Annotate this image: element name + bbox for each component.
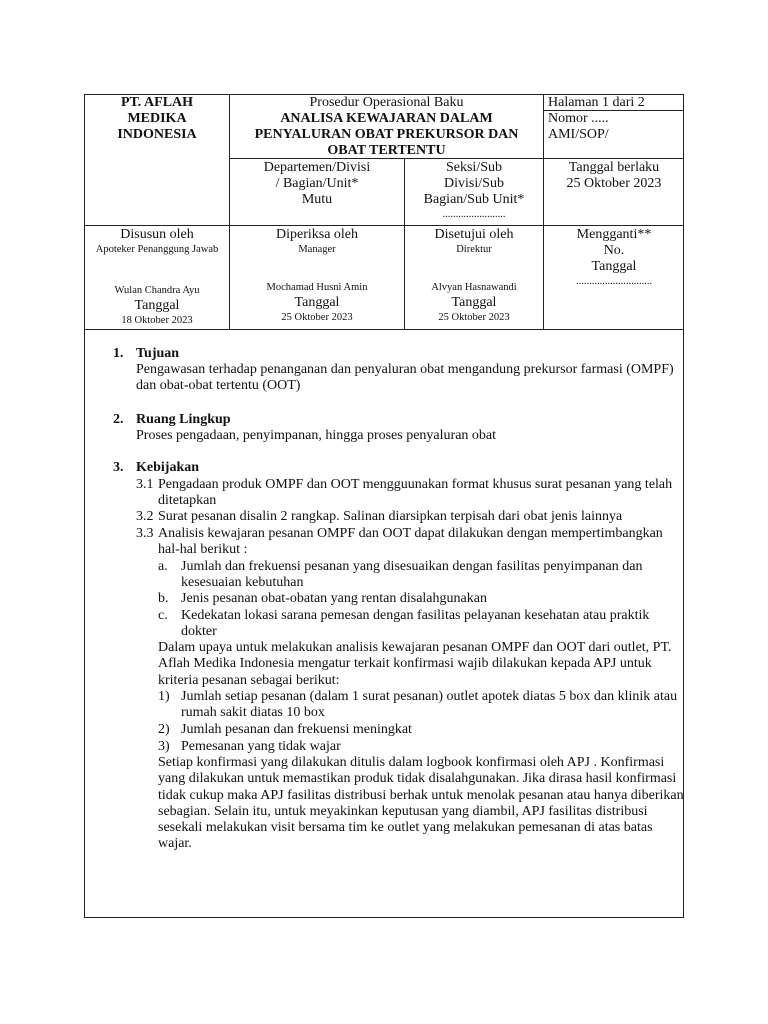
company-name bbox=[85, 95, 229, 143]
item-number: 3.2 bbox=[136, 509, 154, 524]
prepared-label: Disusun oleh bbox=[120, 227, 194, 242]
checked-role: Manager bbox=[298, 244, 336, 255]
text-line: hal-hal berikut : bbox=[158, 542, 248, 558]
criteria-number: 3) bbox=[158, 739, 170, 754]
text-line: tidak cukup maka APJ fasilitas distribusi berhak untuk menolak pesanan atau hanya diberikan bbox=[158, 787, 684, 803]
section-number: 1. bbox=[113, 346, 124, 361]
prepared-date-label: Tanggal bbox=[134, 298, 180, 313]
effective-label: Tanggal berlaku bbox=[568, 160, 660, 175]
text-line: ditetapkan bbox=[158, 493, 217, 509]
text-line: sesekali melakukan visit bersama tim ke outlet yang melakukan pemesanan di atas batas bbox=[158, 820, 653, 836]
sop-title-line: ANALISA KEWAJARAN DALAM bbox=[280, 111, 493, 126]
document-number bbox=[548, 111, 682, 143]
company-line: PT. AFLAH bbox=[120, 95, 194, 110]
text-line: Analisis kewajaran pesanan OMPF dan OOT dapat dilakukan dengan mempertimbangkan bbox=[158, 526, 663, 541]
section-title: Kebijakan bbox=[136, 460, 200, 475]
text-line: Jumlah setiap pesanan (dalam 1 surat pesanan) outlet apotek diatas 5 box dan klinik atau bbox=[181, 689, 678, 704]
section-number: 3. bbox=[113, 460, 124, 475]
replaces-label: Mengganti** bbox=[576, 227, 652, 242]
criteria-text bbox=[181, 689, 677, 722]
paragraph bbox=[158, 640, 671, 689]
text-line: Pengadaan produk OMPF dan OOT mengguunakan format khusus surat pesanan yang telah bbox=[158, 477, 673, 492]
section-text: Proses pengadaan, penyimpanan, hingga proses penyaluran obat bbox=[136, 428, 497, 443]
text-line: Dalam upaya untuk melakukan analisis kewajaran pesanan OMPF dan OOT dari outlet, PT. bbox=[158, 640, 672, 655]
subitem-letter: b. bbox=[158, 591, 169, 606]
section-number: 2. bbox=[113, 412, 124, 427]
section-text bbox=[136, 362, 674, 395]
text-line: Aflah Medika Indonesia mengatur terkait konfirmasi wajib dilakukan kepada APJ untuk bbox=[158, 656, 652, 672]
item-text: Surat pesanan disalin 2 rangkap. Salinan diarsipkan terpisah dari obat jenis lainnya bbox=[158, 509, 623, 524]
effective-date: 25 Oktober 2023 bbox=[566, 176, 662, 191]
prepared-role: Apoteker Penanggung Jawab bbox=[95, 244, 219, 255]
department-line: Mutu bbox=[301, 192, 333, 207]
text-line: dokter bbox=[181, 624, 217, 640]
department-cell bbox=[230, 160, 404, 208]
paragraph bbox=[158, 755, 684, 853]
section-line: Seksi/Sub bbox=[445, 160, 502, 175]
company-line: MEDIKA bbox=[127, 111, 187, 126]
text-line: dan obat-obat tertentu (OOT) bbox=[136, 378, 301, 394]
sop-title-line: PENYALURAN OBAT PREKURSOR DAN bbox=[254, 127, 519, 142]
text-line: kriteria pesanan sebagai berikut: bbox=[158, 672, 340, 688]
approved-signoff bbox=[405, 281, 543, 325]
criteria-number: 2) bbox=[158, 722, 170, 737]
prepared-date: 18 Oktober 2023 bbox=[121, 315, 193, 326]
subitem-text bbox=[181, 559, 642, 592]
prepared-by-cell bbox=[85, 227, 229, 257]
subitem-text: Jenis pesanan obat-obatan yang rentan disalahgunakan bbox=[181, 591, 487, 606]
checked-name: Mochamad Husni Amin bbox=[266, 282, 368, 293]
section-cell bbox=[405, 160, 543, 222]
replaces-dots: ............................. bbox=[575, 276, 653, 287]
text-line: Setiap konfirmasi yang dilakukan ditulis dalam logbook konfirmasi oleh APJ . Konfirmasi bbox=[158, 755, 665, 770]
text-line: Jumlah dan frekuensi pesanan yang disesuaikan dengan fasilitas penyimpanan dan bbox=[181, 559, 643, 574]
department-line: / Bagian/Unit* bbox=[275, 176, 359, 191]
approved-date: 25 Oktober 2023 bbox=[438, 312, 510, 323]
subitem-text bbox=[181, 608, 649, 641]
replaces-no: No. bbox=[603, 243, 625, 258]
replaces-cell bbox=[544, 227, 684, 289]
subitem-letter: a. bbox=[158, 559, 168, 574]
approved-by-cell bbox=[405, 227, 543, 257]
subitem-letter: c. bbox=[158, 608, 168, 623]
criteria-text: Pemesanan yang tidak wajar bbox=[181, 739, 341, 754]
sop-title-line: OBAT TERTENTU bbox=[327, 143, 446, 158]
section-title: Ruang Lingkup bbox=[136, 412, 231, 427]
grid-line bbox=[543, 94, 544, 330]
approved-label: Disetujui oleh bbox=[434, 227, 514, 242]
text-line: rumah sakit diatas 10 box bbox=[181, 705, 325, 721]
prepared-signoff bbox=[85, 284, 229, 328]
replaces-date-label: Tanggal bbox=[591, 259, 637, 274]
checked-date-label: Tanggal bbox=[294, 295, 340, 310]
checked-by-cell bbox=[230, 227, 404, 257]
department-line: Departemen/Divisi bbox=[263, 160, 371, 175]
sop-label: Prosedur Operasional Baku bbox=[309, 95, 464, 110]
approved-date-label: Tanggal bbox=[451, 295, 497, 310]
section-title: Tujuan bbox=[136, 346, 180, 361]
text-line: wajar. bbox=[158, 836, 192, 852]
text-line: yang dilakukan untuk memastikan produk tidak disalahgunakan. Jika dirasa hasil konfirmasi bbox=[158, 771, 677, 787]
approved-name: Alvyan Hasnawandi bbox=[431, 282, 517, 293]
prepared-name: Wulan Chandra Ayu bbox=[114, 285, 200, 296]
criteria-text: Jumlah pesanan dan frekuensi meningkat bbox=[181, 722, 412, 737]
number-value: AMI/SOP/ bbox=[548, 127, 609, 142]
grid-line bbox=[84, 329, 684, 330]
grid-line bbox=[84, 225, 684, 226]
item-number: 3.3 bbox=[136, 526, 154, 541]
checked-signoff bbox=[230, 281, 404, 325]
item-text bbox=[158, 477, 672, 510]
text-line: Kedekatan lokasi sarana pemesan dengan fasilitas pelayanan kesehatan atau praktik bbox=[181, 608, 650, 623]
section-line: Bagian/Sub Unit* bbox=[423, 192, 525, 207]
text-line: Pengawasan terhadap penanganan dan penyaluran obat mengandung prekursor farmasi (OMPF) bbox=[136, 362, 674, 377]
effective-date-cell bbox=[544, 160, 684, 192]
approved-role: Direktur bbox=[456, 244, 492, 255]
item-text bbox=[158, 526, 663, 559]
section-line: Divisi/Sub bbox=[444, 176, 504, 191]
criteria-number: 1) bbox=[158, 689, 170, 704]
section-line: ........................ bbox=[442, 209, 506, 220]
text-line: sebagian. Selain itu, untuk meyakinkan keputusan yang diambil, APJ fasilitas distribusi bbox=[158, 803, 648, 819]
checked-label: Diperiksa oleh bbox=[275, 227, 359, 242]
checked-date: 25 Oktober 2023 bbox=[281, 312, 353, 323]
sop-title-block bbox=[230, 95, 543, 159]
number-label: Nomor ..... bbox=[548, 111, 609, 126]
text-line: kesesuaian kebutuhan bbox=[181, 575, 304, 591]
item-number: 3.1 bbox=[136, 477, 154, 492]
company-line: INDONESIA bbox=[117, 127, 197, 142]
page-number: Halaman 1 dari 2 bbox=[548, 95, 645, 110]
